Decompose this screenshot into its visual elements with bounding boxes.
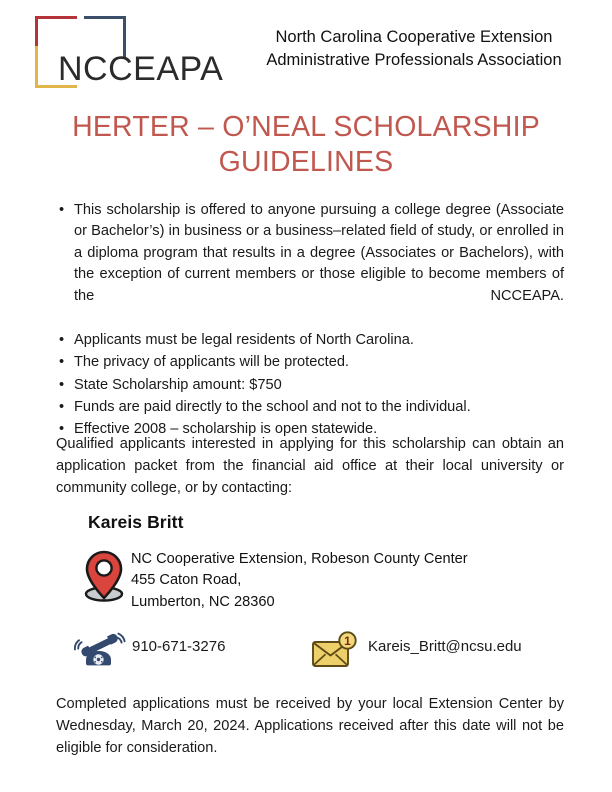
contact-name: Kareis Britt [88,512,184,532]
envelope-icon [310,630,360,670]
address-line-1: NC Cooperative Extension, Robeson County Center [131,551,468,567]
telephone-icon [74,630,126,670]
bullet-icon: • [59,354,65,371]
bullet-icon: • [59,421,65,438]
list-item-label: Applicants must be legal residents of North Carolina. [74,331,414,348]
organization-name [232,26,596,73]
bullet-icon: • [59,398,65,415]
page-title-line-2: GUIDELINES [218,145,394,178]
application-instructions-paragraph: Qualified applicants interested in applying for this scholarship can obtain an application packet from the financial aid office at their local university or community college, or by contacting: [56,436,564,496]
guidelines-list [56,200,564,442]
logo-wordmark: NCCEAPA [58,50,224,88]
list-item-label: State Scholarship amount: $750 [74,376,282,393]
contact-phone-number[interactable]: 910-671-3276 [132,638,226,655]
bullet-icon: • [59,331,65,348]
map-pin-icon [76,546,132,602]
document-header [0,0,612,96]
list-item-label: The privacy of applicants will be protected. [74,354,349,371]
organization-name-line-2: Administrative Professionals Association [266,51,562,70]
list-item [56,352,564,373]
address-line-2: 455 Caton Road, [131,572,242,589]
bullet-icon: • [59,202,65,218]
list-item [56,397,564,418]
address-line-3: Lumberton, NC 28360 [131,593,275,610]
contact-email-address[interactable]: Kareis_Britt@ncsu.edu [368,638,522,655]
list-item [56,200,564,329]
list-item [56,375,564,396]
page-title [30,110,582,180]
list-item-label: Effective 2008 – scholarship is open statewide. [74,421,378,438]
list-item [56,330,564,351]
bullet-icon: • [59,376,65,393]
organization-name-line-1: North Carolina Cooperative Extension [275,28,553,46]
list-item-label: This scholarship is offered to anyone pursuing a college degree (Associate or Bachelor’s) in business or a business–related field of study, or enrolled in a diploma program that results in a degree (Associates or Bachelors), with the exception of current members or those eligible to become members of the NCCEAPA. [74,202,564,304]
ncceapa-logo [32,14,228,86]
deadline-paragraph: Completed applications must be received by your local Extension Center by Wednesday, March 20, 2024. Applications received after this date will not be eligible for consideration. [56,696,564,756]
envelope-badge-count: 1 [344,634,351,648]
contact-address [131,549,468,613]
list-item-label: Funds are paid directly to the school and not to the individual. [74,398,471,415]
page-title-line-1: HERTER – O’NEAL SCHOLARSHIP [72,111,540,143]
